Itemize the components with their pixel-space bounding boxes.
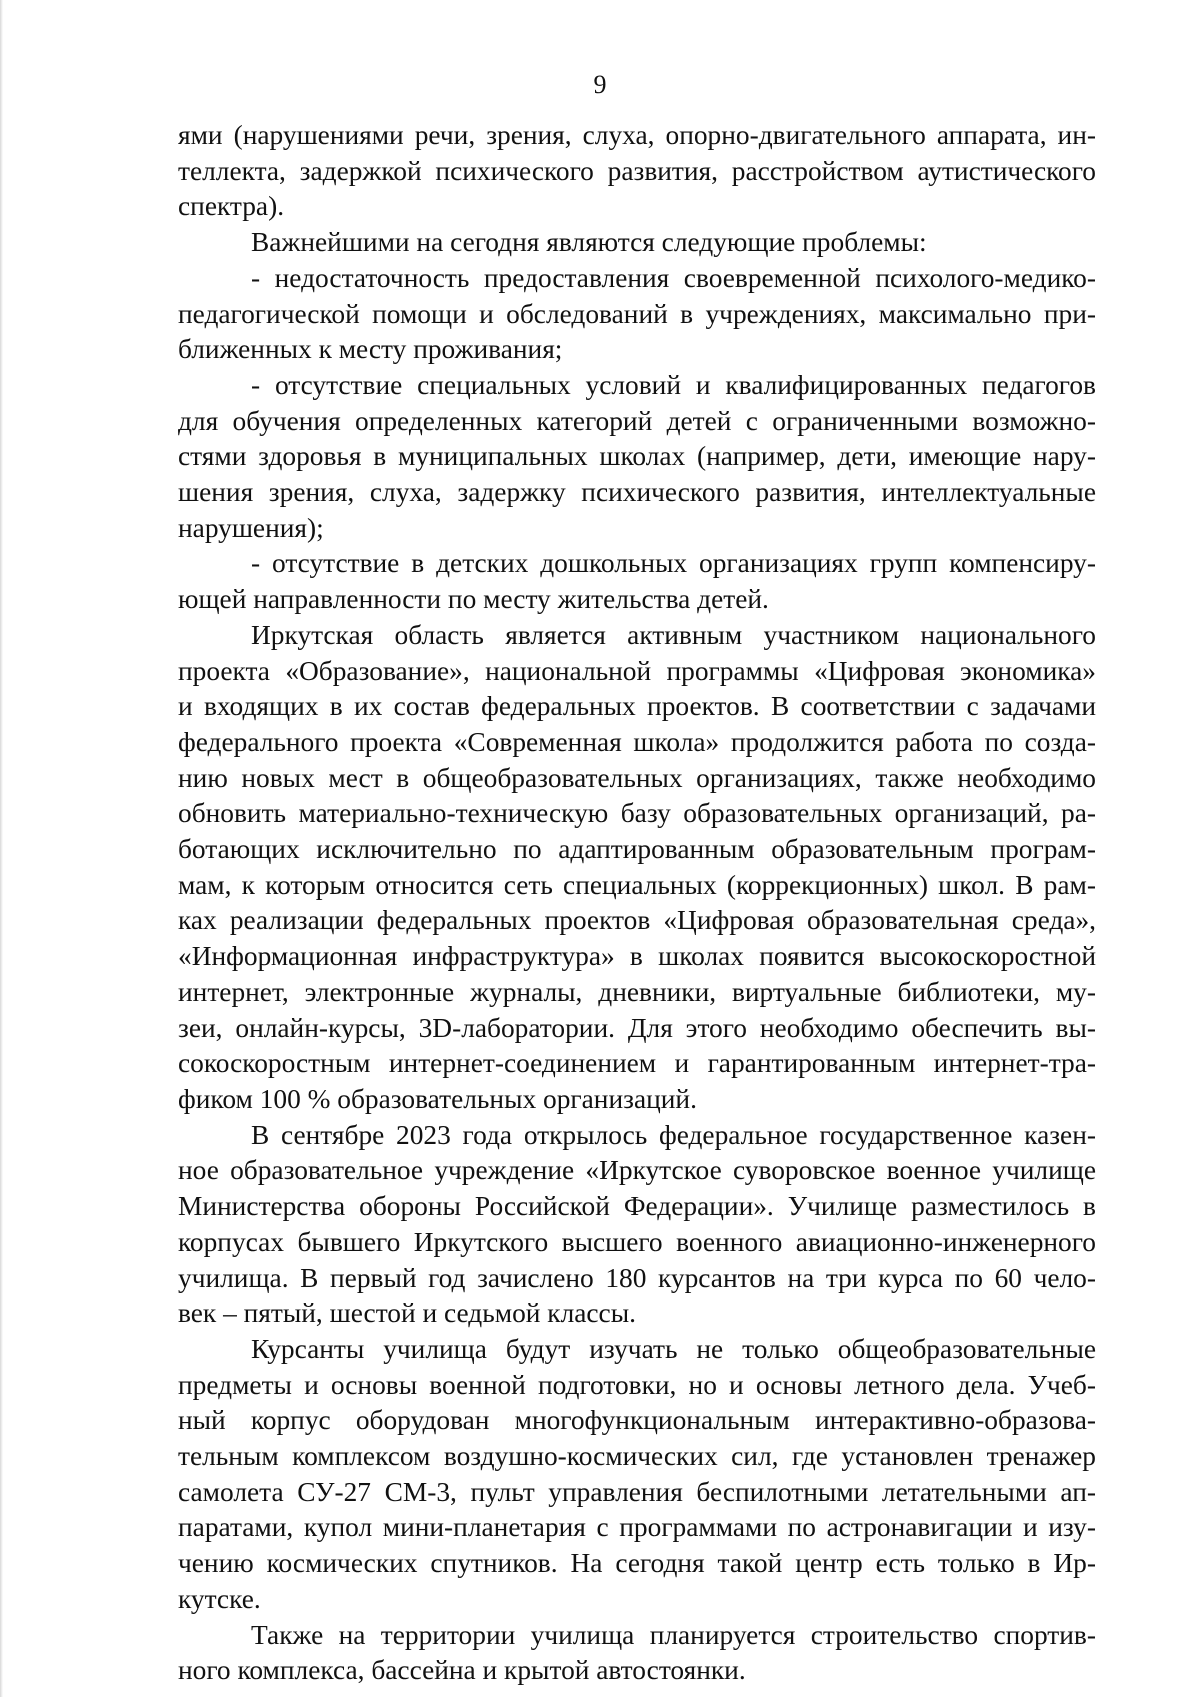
paragraph bbox=[178, 118, 1096, 225]
text-line: Важнейшими на сегодня являются следующие проблемы: bbox=[251, 227, 927, 258]
text-line: предметы и основы военной подготовки, но и основы летного дела. Учеб- bbox=[178, 1369, 1096, 1400]
text-line: мам, к которым относится сеть специальных (коррекционных) школ. В рам- bbox=[178, 869, 1096, 900]
text-line: «Информационная инфраструктура» в школах появится высокоскоростной bbox=[178, 941, 1096, 972]
text-line: зеи, онлайн-курсы, 3D-лаборатории. Для этого необходимо обеспечить вы- bbox=[178, 1012, 1096, 1043]
text-line: ный корпус оборудован многофункциональным интерактивно-образова- bbox=[178, 1405, 1096, 1436]
text-line: - недостаточность предоставления своевременной психолого-медико- bbox=[251, 262, 1096, 293]
paragraph bbox=[178, 1618, 1096, 1689]
text-line: самолета СУ-27 СМ-3, пульт управления беспилотными летательными ап- bbox=[178, 1476, 1096, 1507]
paragraph bbox=[178, 261, 1096, 368]
text-line: ями (нарушениями речи, зрения, слуха, опорно-двигательного аппарата, ин- bbox=[178, 120, 1096, 150]
text-line: стями здоровья в муниципальных школах (например, дети, имеющие нару- bbox=[178, 441, 1096, 472]
text-line: сокоскоростным интернет-соединением и гарантированным интернет-тра- bbox=[178, 1048, 1096, 1079]
paragraph bbox=[178, 1118, 1096, 1332]
text-line: тельным комплексом воздушно-космических сил, где установлен тренажер bbox=[178, 1441, 1096, 1472]
text-line: ках реализации федеральных проектов «Цифровая образовательная среда», bbox=[178, 905, 1096, 936]
text-line: обновить материально-техническую базу образовательных организаций, ра- bbox=[178, 798, 1096, 829]
text-line: ного комплекса, бассейна и крытой автостоянки. bbox=[178, 1655, 746, 1686]
document-body bbox=[178, 118, 1096, 1689]
text-line: ближенных к месту проживания; bbox=[178, 334, 563, 365]
text-line: шения зрения, слуха, задержку психического развития, интеллектуальные bbox=[178, 477, 1096, 508]
text-line: Курсанты училища будут изучать не только общеобразовательные bbox=[251, 1333, 1096, 1364]
text-line: - отсутствие в детских дошкольных организациях групп компенсиру- bbox=[251, 548, 1096, 579]
text-line: нарушения); bbox=[178, 512, 324, 543]
paragraph bbox=[178, 225, 1096, 261]
text-line: кутске. bbox=[178, 1583, 261, 1614]
text-line: и входящих в их состав федеральных проектов. В соответствии с задачами bbox=[178, 691, 1096, 722]
text-line: Министерства обороны Российской Федерации». Училище разместилось в bbox=[178, 1191, 1096, 1222]
text-line: Иркутская область является активным участником национального bbox=[251, 619, 1096, 650]
text-line: паратами, купол мини-планетария с программами по астронавигации и изу- bbox=[178, 1512, 1096, 1543]
page-number: 9 bbox=[593, 70, 607, 99]
paragraph bbox=[178, 618, 1096, 1118]
text-line: нию новых мест в общеобразовательных организациях, также необходимо bbox=[178, 762, 1096, 793]
text-line: - отсутствие специальных условий и квалифицированных педагогов bbox=[251, 369, 1096, 400]
text-line: В сентябре 2023 года открылось федеральное государственное казен- bbox=[251, 1119, 1096, 1150]
text-line: Также на территории училища планируется строительство спортив- bbox=[251, 1619, 1096, 1650]
text-line: спектра). bbox=[178, 191, 285, 222]
text-line: училища. В первый год зачислено 180 курсантов на три курса по 60 чело- bbox=[178, 1262, 1096, 1293]
text-line: век – пятый, шестой и седьмой классы. bbox=[178, 1298, 636, 1329]
text-line: чению космических спутников. На сегодня такой центр есть только в Ир- bbox=[178, 1548, 1096, 1579]
page-edge-shadow bbox=[0, 0, 3, 1697]
paragraph bbox=[178, 546, 1096, 617]
text-line: ботающих исключительно по адаптированным образовательным програм- bbox=[178, 834, 1096, 865]
paragraph bbox=[178, 368, 1096, 547]
paragraph bbox=[178, 1332, 1096, 1618]
text-line: педагогической помощи и обследований в учреждениях, максимально при- bbox=[178, 298, 1096, 329]
text-line: теллекта, задержкой психического развития, расстройством аутистического bbox=[178, 155, 1096, 186]
text-line: интернет, электронные журналы, дневники, виртуальные библиотеки, му- bbox=[178, 976, 1096, 1007]
text-line: федерального проекта «Современная школа» продолжится работа по созда- bbox=[178, 726, 1096, 757]
text-line: ное образовательное учреждение «Иркутское суворовское военное училище bbox=[178, 1155, 1096, 1186]
text-line: фиком 100 % образовательных организаций. bbox=[178, 1083, 697, 1114]
text-line: проекта «Образование», национальной программы «Цифровая экономика» bbox=[178, 655, 1096, 686]
text-line: корпусах бывшего Иркутского высшего военного авиационно-инженерного bbox=[178, 1226, 1096, 1257]
text-line: ющей направленности по месту жительства детей. bbox=[178, 584, 769, 615]
text-line: для обучения определенных категорий детей с ограниченными возможно- bbox=[178, 405, 1096, 436]
